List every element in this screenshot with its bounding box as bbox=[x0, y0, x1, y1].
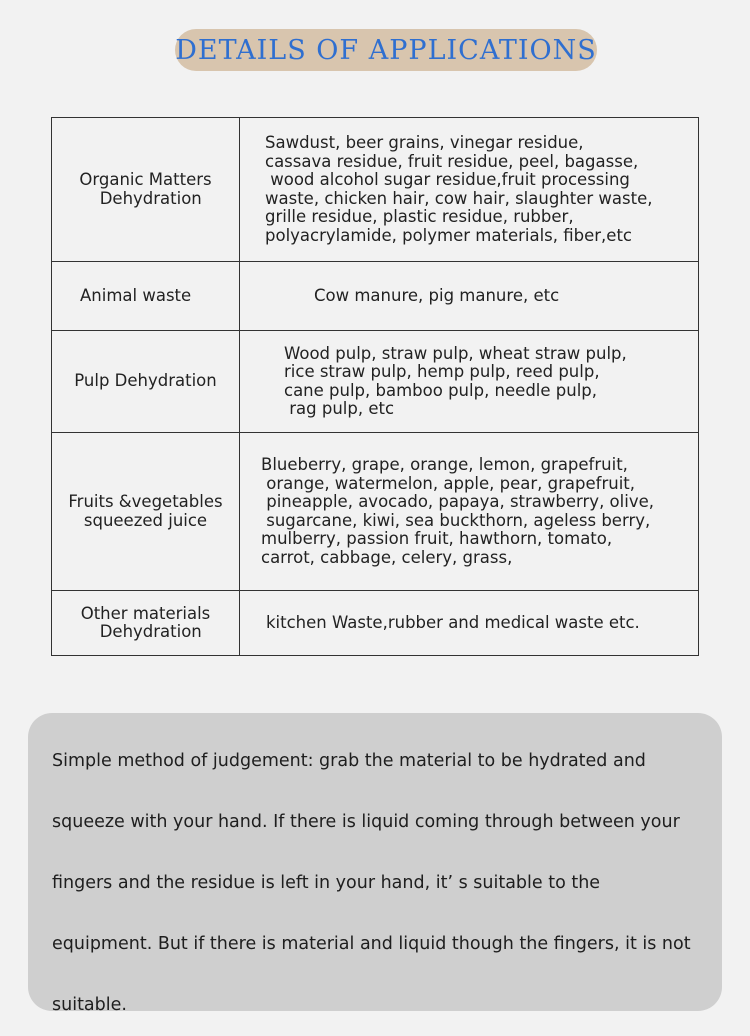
table-row bbox=[52, 262, 699, 331]
category-label: Other materials Dehydration bbox=[80, 603, 211, 641]
category-cell bbox=[52, 118, 240, 262]
materials-cell bbox=[240, 331, 699, 433]
table-row bbox=[52, 591, 699, 656]
page-title: DETAILS OF APPLICATIONS bbox=[175, 34, 597, 66]
materials-text: Blueberry, grape, orange, lemon, grapefruit, orange, watermelon, apple, pear, grapefruit, pineapple, avocado, papaya, strawberry, olive, sugarcane, kiwi, sea buckthorn, ageless berry, mulberry, passion fruit, hawthorn, tomato, carrot, cabbage, celery, grass, bbox=[261, 455, 654, 567]
table-row bbox=[52, 433, 699, 591]
table-row bbox=[52, 118, 699, 262]
materials-cell bbox=[240, 262, 699, 331]
title-banner bbox=[175, 29, 597, 71]
materials-cell bbox=[240, 591, 699, 656]
table-row bbox=[52, 331, 699, 433]
materials-text: kitchen Waste,rubber and medical waste etc. bbox=[266, 612, 640, 632]
materials-text: Cow manure, pig manure, etc bbox=[314, 285, 560, 305]
applications-table bbox=[51, 117, 699, 656]
materials-text: Wood pulp, straw pulp, wheat straw pulp, rice straw pulp, hemp pulp, reed pulp, cane pulp, bamboo pulp, needle pulp, rag pulp, etc bbox=[284, 343, 627, 418]
category-cell bbox=[52, 433, 240, 591]
category-label: Organic Matters Dehydration bbox=[79, 170, 212, 208]
materials-text: Sawdust, beer grains, vinegar residue, cassava residue, fruit residue, peel, bagasse, wood alcohol sugar residue,fruit processing waste, chicken hair, cow hair, slaughter waste, grille residue, plastic residue, rubber, polyacrylamide, polymer materials, fiber,etc bbox=[265, 133, 653, 245]
category-label: Animal waste bbox=[80, 285, 192, 305]
judgement-note bbox=[28, 713, 722, 1015]
materials-cell bbox=[240, 433, 699, 591]
judgement-note-text: Simple method of judgement: grab the material to be hydrated and squeeze with your hand. If there is liquid coming through between your fingers and the residue is left in your hand, it’ s suitable to the equipment. But if there is material and liquid though the fingers, it is not suitable. bbox=[52, 751, 691, 1015]
category-label: Pulp Dehydration bbox=[74, 371, 217, 391]
category-label: Fruits &vegetables squeezed juice bbox=[68, 492, 223, 530]
category-cell bbox=[52, 262, 240, 331]
category-cell bbox=[52, 591, 240, 656]
category-cell bbox=[52, 331, 240, 433]
materials-cell bbox=[240, 118, 699, 262]
